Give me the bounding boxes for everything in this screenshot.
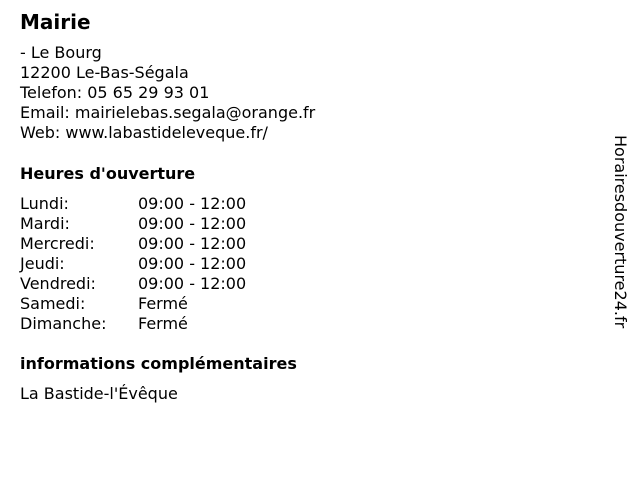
hours-day: Dimanche: [20, 314, 107, 333]
additional-info-text: La Bastide-l'Évêque [20, 384, 178, 403]
hours-time: 09:00 - 12:00 [138, 194, 247, 213]
hours-time: 09:00 - 12:00 [138, 234, 247, 253]
hours-row-thursday [20, 254, 246, 274]
site-watermark: Horairesdouverture24.fr [611, 135, 630, 329]
hours-row-sunday [20, 314, 246, 334]
hours-time: 09:00 - 12:00 [138, 274, 247, 293]
hours-time: Fermé [138, 314, 188, 333]
email-address[interactable]: Email: mairielebas.segala@orange.fr [20, 103, 316, 122]
hours-day: Lundi: [20, 194, 69, 213]
hours-day: Vendredi: [20, 274, 96, 293]
additional-info-heading: informations complémentaires [20, 354, 297, 373]
page-title: Mairie [20, 10, 91, 34]
hours-day: Samedi: [20, 294, 86, 313]
phone-number[interactable]: Telefon: 05 65 29 93 01 [20, 83, 210, 102]
hours-time: Fermé [138, 294, 188, 313]
address-city: 12200 Le-Bas-Ségala [20, 63, 189, 82]
address-street: - Le Bourg [20, 43, 102, 62]
hours-row-friday [20, 274, 246, 294]
opening-hours-heading: Heures d'ouverture [20, 164, 196, 183]
hours-day: Mardi: [20, 214, 70, 233]
hours-row-saturday [20, 294, 246, 314]
address-block [20, 43, 315, 143]
hours-row-wednesday [20, 234, 246, 254]
hours-time: 09:00 - 12:00 [138, 214, 247, 233]
opening-hours-table [20, 194, 246, 334]
hours-day: Jeudi: [20, 254, 65, 273]
hours-row-tuesday [20, 214, 246, 234]
website-link[interactable]: Web: www.labastideleveque.fr/ [20, 123, 268, 142]
hours-day: Mercredi: [20, 234, 95, 253]
hours-row-monday [20, 194, 246, 214]
hours-time: 09:00 - 12:00 [138, 254, 247, 273]
